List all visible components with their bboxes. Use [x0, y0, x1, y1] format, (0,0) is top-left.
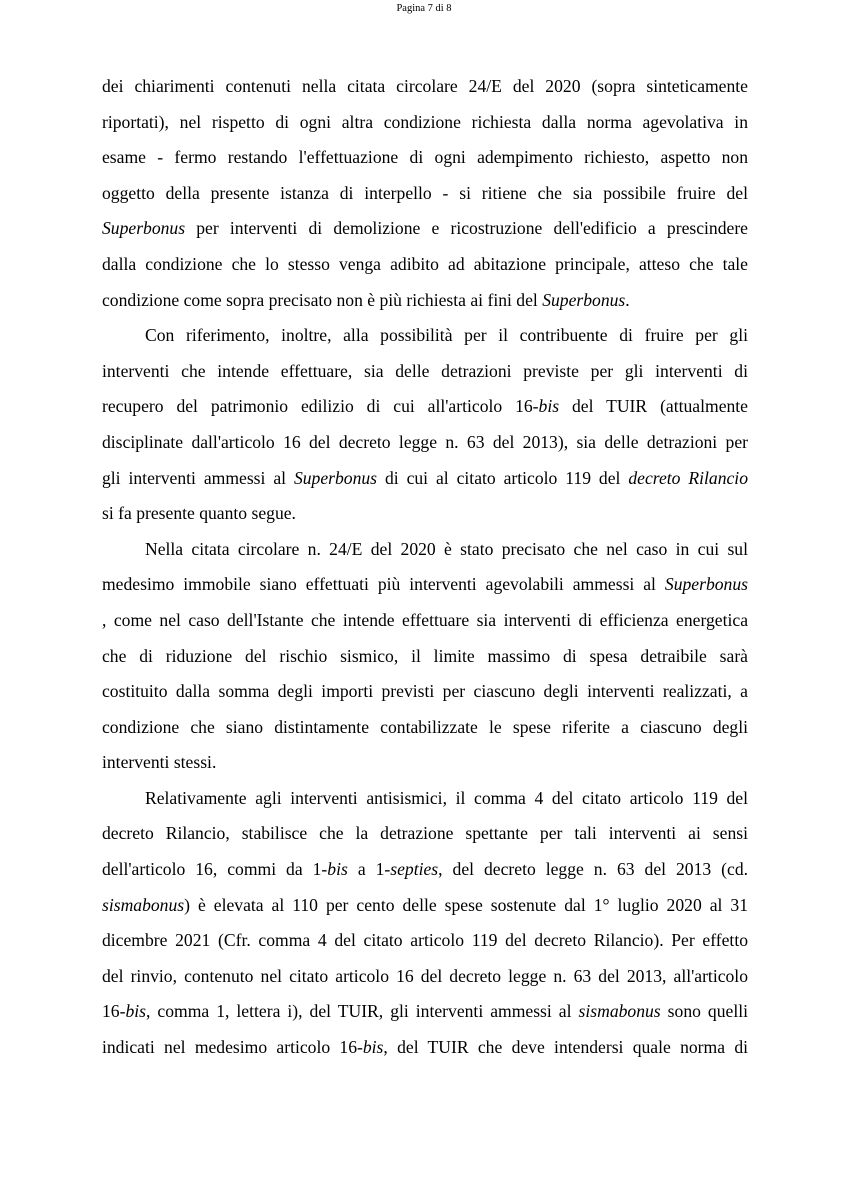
text-line	[102, 567, 748, 603]
text-segment: costituito dalla somma degli importi previsti per ciascuno degli interventi realizzati, a	[102, 681, 748, 702]
text-segment: , comma 1, lettera i), del TUIR, gli interventi ammessi al	[146, 1001, 579, 1022]
text-segment: ) è elevata al 110 per cento delle spese sostenute dal 1° luglio 2020 al 31	[184, 894, 748, 915]
text-line	[102, 852, 748, 888]
text-segment: oggetto della presente istanza di interpello - si ritiene che sia possibile fruire del	[102, 182, 748, 203]
text-line	[102, 603, 748, 639]
italic-term: Superbonus	[664, 574, 748, 595]
text-segment: condizione come sopra precisato non è più richiesta ai fini del	[102, 289, 543, 310]
italic-term: sismabonus	[102, 894, 185, 915]
text-line	[102, 710, 748, 746]
italic-term: Superbonus	[542, 289, 626, 310]
text-line	[102, 639, 748, 675]
text-line	[102, 389, 748, 425]
text-line	[102, 283, 748, 319]
text-segment: a 1-	[347, 859, 391, 880]
text-segment: Con riferimento, inoltre, alla possibilità per il contribuente di fruire per gli	[145, 325, 748, 346]
text-line	[102, 211, 748, 247]
page-number: Pagina 7 di 8	[396, 3, 452, 14]
text-line	[102, 781, 748, 817]
text-line	[102, 425, 748, 461]
text-segment: gli interventi ammessi al	[102, 467, 294, 488]
text-segment: interventi che intende effettuare, sia delle detrazioni previste per gli interventi di	[102, 360, 748, 381]
text-segment: recupero del patrimonio edilizio di cui all'articolo 16-	[102, 396, 539, 417]
text-line	[102, 496, 748, 532]
text-line	[102, 247, 748, 283]
italic-term: bis	[362, 1037, 384, 1058]
text-line	[102, 816, 748, 852]
text-segment: esame - fermo restando l'effettuazione di ogni adempimento richiesto, aspetto non	[102, 147, 748, 168]
italic-term: Superbonus	[293, 467, 378, 488]
text-line	[102, 888, 748, 924]
text-line	[102, 923, 748, 959]
text-line	[102, 354, 748, 390]
paragraph	[102, 69, 748, 318]
text-segment: di cui al citato articolo 119 del	[377, 467, 629, 488]
text-segment: Nella citata circolare n. 24/E del 2020 è stato precisato che nel caso in cui sul	[145, 538, 748, 559]
text-segment: per interventi di demolizione e ricostruzione dell'edificio a prescindere	[185, 218, 748, 239]
text-segment: riportati), nel rispetto di ogni altra condizione richiesta dalla norma agevolativa in	[102, 111, 748, 132]
paragraph	[102, 532, 748, 781]
text-segment: .	[625, 289, 630, 310]
text-line	[102, 674, 748, 710]
text-segment: condizione che siano distintamente contabilizzate le spese riferite a ciascuno degli	[102, 716, 748, 737]
text-line	[102, 461, 748, 497]
italic-term: bis	[125, 1001, 146, 1022]
text-segment: indicati nel medesimo articolo 16-	[102, 1037, 363, 1058]
paragraph	[102, 781, 748, 1066]
document-body	[102, 69, 748, 1066]
text-segment: dicembre 2021 (Cfr. comma 4 del citato articolo 119 del decreto Rilancio). Per effetto	[102, 930, 748, 951]
text-segment: che di riduzione del rischio sismico, il limite massimo di spesa detraibile sarà	[102, 645, 748, 666]
text-line	[102, 318, 748, 354]
text-line	[102, 69, 748, 105]
text-line	[102, 745, 748, 781]
text-segment: , come nel caso dell'Istante che intende effettuare sia interventi di efficienza energetica	[102, 609, 748, 630]
italic-term: Superbonus	[102, 218, 186, 239]
text-segment: 16-	[102, 1001, 126, 1022]
italic-term: septies	[390, 859, 439, 880]
text-segment: del rinvio, contenuto nel citato articolo 16 del decreto legge n. 63 del 2013, all'articolo	[102, 965, 748, 986]
text-segment: disciplinate dall'articolo 16 del decreto legge n. 63 del 2013), sia delle detrazioni per	[102, 431, 748, 452]
text-segment: dell'articolo 16, commi da 1-	[102, 859, 328, 880]
text-line	[102, 105, 748, 141]
italic-term: bis	[538, 396, 560, 417]
text-segment: , del decreto legge n. 63 del 2013 (cd.	[438, 859, 749, 880]
text-line	[102, 140, 748, 176]
text-line	[102, 1030, 748, 1066]
italic-term: sismabonus	[578, 1001, 661, 1022]
text-segment: del TUIR (attualmente	[559, 396, 748, 417]
text-segment: si fa presente quanto segue.	[102, 503, 296, 524]
text-line	[102, 176, 748, 212]
text-segment: Relativamente agli interventi antisismici, il comma 4 del citato articolo 119 del	[145, 787, 748, 808]
text-segment: decreto Rilancio, stabilisce che la detrazione spettante per tali interventi ai sensi	[102, 823, 748, 844]
text-segment: interventi stessi.	[102, 752, 217, 773]
text-segment: , del TUIR che deve intendersi quale norma di	[383, 1037, 748, 1058]
text-segment: medesimo immobile siano effettuati più interventi agevolabili ammessi al	[102, 574, 665, 595]
text-segment: dei chiarimenti contenuti nella citata circolare 24/E del 2020 (sopra sinteticamente	[102, 76, 748, 96]
text-segment: sono quelli	[660, 1001, 748, 1022]
italic-term: decreto Rilancio	[628, 467, 748, 488]
text-line	[102, 959, 748, 995]
italic-term: bis	[327, 859, 348, 880]
text-segment: dalla condizione che lo stesso venga adibito ad abitazione principale, atteso che tale	[102, 253, 748, 274]
paragraph	[102, 318, 748, 532]
text-line	[102, 994, 748, 1030]
text-line	[102, 532, 748, 568]
